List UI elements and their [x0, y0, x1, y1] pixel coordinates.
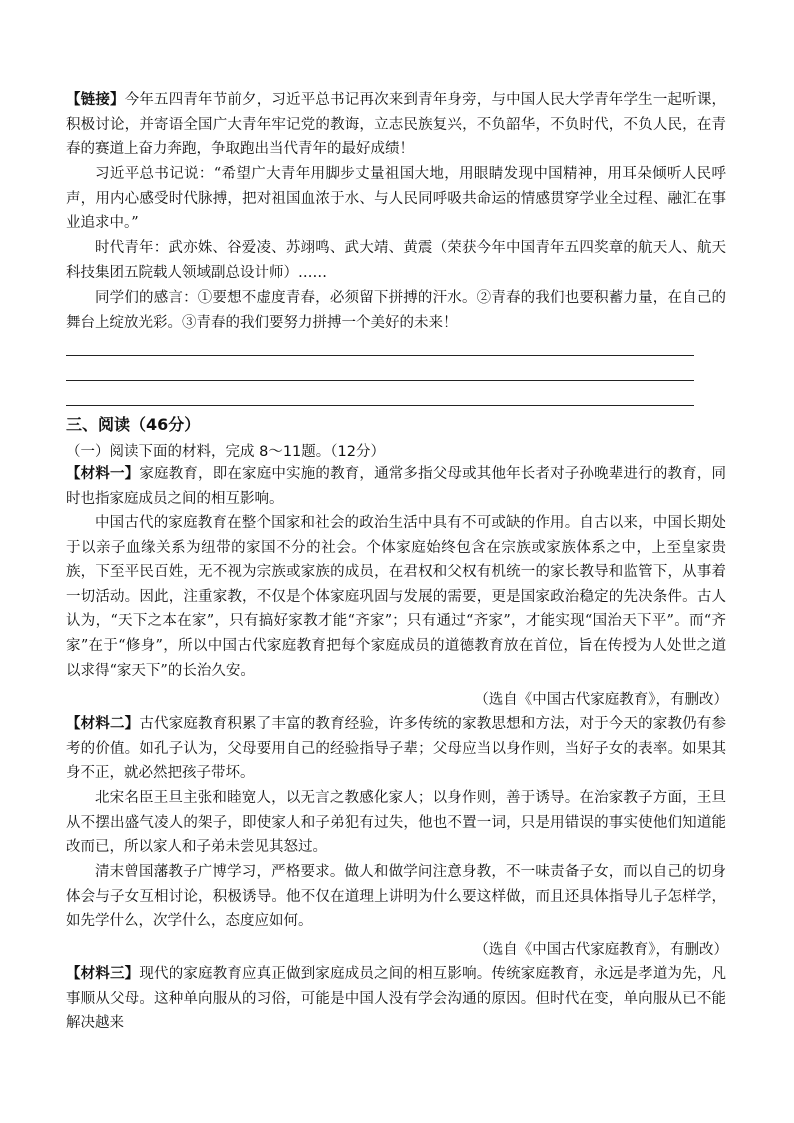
answer-line-2[interactable]: [66, 380, 694, 381]
xi-quote-paragraph: 习近平总书记说：“希望广大青年用脚步丈量祖国大地，用眼睛发现中国精神，用耳朵倾听人民呼声，用内心感受时代脉搏，把对祖国血浓于水、与人民同呼吸共命运的情感贯穿学业全过程、融汇在事业追求中。”: [66, 166, 726, 232]
material-1-tag: 【材料一】: [66, 465, 140, 482]
material-2-text-1: 古代家庭教育积累了丰富的教育经验，许多传统的家教思想和方法，对于今天的家教仍有参考的价值。如孔子认为，父母要用自己的经验指导子辈；父母应当以身作则，当好子女的表率。如果其身不正，就必然把孩子带坏。: [66, 716, 727, 782]
material-1-source: （选自《中国古代家庭教育》，有删改）: [474, 692, 728, 708]
material-1-text-1: 家庭教育，即在家庭中实施的教育，通常多指父母或其他年长者对子孙晚辈进行的教育，同时也指家庭成员之间的相互影响。: [66, 466, 727, 507]
material-3-text-1: 现代的家庭教育应真正做到家庭成员之间的相互影响。传统家庭教育，永远是孝道为先，凡事顺从父母。这种单向服从的习俗，可能是中国人没有学会沟通的原因。但时代在变，单向服从已不能解决越来: [66, 966, 727, 1032]
material-1-paragraph-1: [66, 462, 726, 511]
material-2-source: （选自《中国古代家庭教育》，有删改）: [474, 942, 728, 958]
link-tag: 【链接】: [66, 91, 125, 108]
material-2-tag: 【材料二】: [66, 715, 140, 732]
material-3-tag: 【材料三】: [66, 965, 140, 982]
material-2-paragraph-3: 清末曾国藩教子广博学习，严格要求。做人和做学问注意身教，不一味责备子女，而以自己的切身体会与子女互相讨论，积极诱导。他不仅在道理上讲明为什么要这样做，而且还具体指导儿子怎样学，如先学什么，次学什么，态度应如何。: [66, 864, 726, 930]
material-3-paragraph-1: [66, 962, 726, 1036]
material-2-paragraph-1: [66, 712, 726, 786]
student-comments-paragraph: 同学们的感言：①要想不虚度青春，必须留下拼搏的汗水。②青春的我们也要积蓄力量，在自己的舞台上绽放光彩。③青春的我们要努力拼搏一个美好的未来！: [66, 290, 726, 331]
link-intro-text: 今年五四青年节前夕，习近平总书记再次来到青年身旁，与中国人民大学青年学生一起听课，积极讨论，并寄语全国广大青年牢记党的教诲，立志民族复兴，不负韶华，不负时代，不负人民，在青春的赛道上奋力奔跑，争取跑出当代青年的最好成绩！: [66, 92, 727, 158]
link-intro-paragraph: [66, 88, 726, 162]
answer-line-1[interactable]: [66, 355, 694, 356]
section-three-subtitle: （一）阅读下面的材料，完成 8～11题。（12分）: [66, 444, 385, 460]
section-three-title: 三、阅读（46分）: [66, 415, 201, 434]
youth-paragraph: 时代青年：武亦姝、谷爱凌、苏翊鸣、武大靖、黄震（荣获今年中国青年五四奖章的航天人、航天科技集团五院载人领域副总设计师）……: [66, 240, 726, 281]
answer-line-3[interactable]: [66, 405, 694, 406]
material-2-paragraph-2: 北宋名臣王旦主张和睦宽人，以无言之教感化家人；以身作则，善于诱导。在治家教子方面，王旦从不摆出盛气凌人的架子，即使家人和子弟犯有过失，他也不置一词，只是用错误的事实使他们知道能改而已，所以家人和子弟未尝见其怒过。: [66, 790, 726, 856]
material-1-paragraph-2: 中国古代的家庭教育在整个国家和社会的政治生活中具有不可或缺的作用。自古以来，中国长期处于以亲子血缘关系为纽带的家国不分的社会。个体家庭始终包含在宗族或家族体系之中，上至皇家贵族，下至平民百姓，无不视为宗族或家族的成员，在君权和父权有机统一的家长教导和监管下，从事着一切活动。因此，注重家教，不仅是个体家庭巩固与发展的需要，更是国家政治稳定的先决条件。古人认为，“天下之本在家”，只有搞好家教才能“齐家”；只有通过“齐家”，才能实现“国治天下平”。而“齐家”在于“修身”，所以中国古代家庭教育把每个家庭成员的道德教育放在首位，旨在传授为人处世之道以求得“家天下”的长治久安。: [66, 515, 726, 679]
